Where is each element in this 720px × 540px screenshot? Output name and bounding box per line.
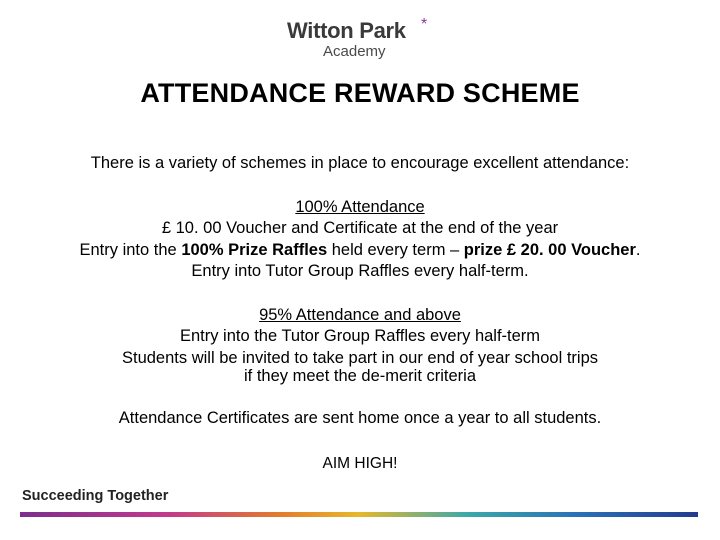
logo-subtitle: Academy (323, 43, 386, 60)
logo-name: Witton Park (287, 18, 406, 43)
section-95-heading: 95% Attendance and above (259, 306, 461, 324)
academy-logo (287, 18, 447, 62)
logo-star-icon: * (421, 16, 428, 33)
section-100-line2-part: Entry into the (79, 241, 182, 259)
section-100-heading: 100% Attendance (295, 198, 425, 216)
footer-tagline: Succeeding Together (22, 488, 169, 504)
footer-color-bar (20, 512, 698, 517)
certificates-text: Attendance Certificates are sent home once a year to all students. (118, 409, 602, 427)
intro-text: There is a variety of schemes in place to encourage excellent attendance: (90, 154, 630, 172)
section-100-line2-part: . (635, 241, 641, 259)
section-95-line2: Students will be invited to take part in our end of year school trips (121, 349, 598, 367)
section-100-line2-part: held every term – (327, 241, 464, 259)
aim-high-text: AIM HIGH! (322, 455, 398, 472)
section-100-line3: Entry into Tutor Group Raffles every half-term. (191, 262, 529, 280)
prize-voucher-text: prize £ 20. 00 Voucher (463, 241, 636, 259)
section-95-line1: Entry into the Tutor Group Raffles every half-term (179, 327, 541, 345)
section-100-line1: £ 10. 00 Voucher and Certificate at the end of the year (161, 219, 559, 237)
section-95-line3: if they meet the de-merit criteria (244, 367, 476, 385)
section-100-line2 (0, 240, 720, 260)
prize-raffles-text: 100% Prize Raffles (181, 241, 328, 259)
page-title: ATTENDANCE REWARD SCHEME (140, 78, 580, 108)
